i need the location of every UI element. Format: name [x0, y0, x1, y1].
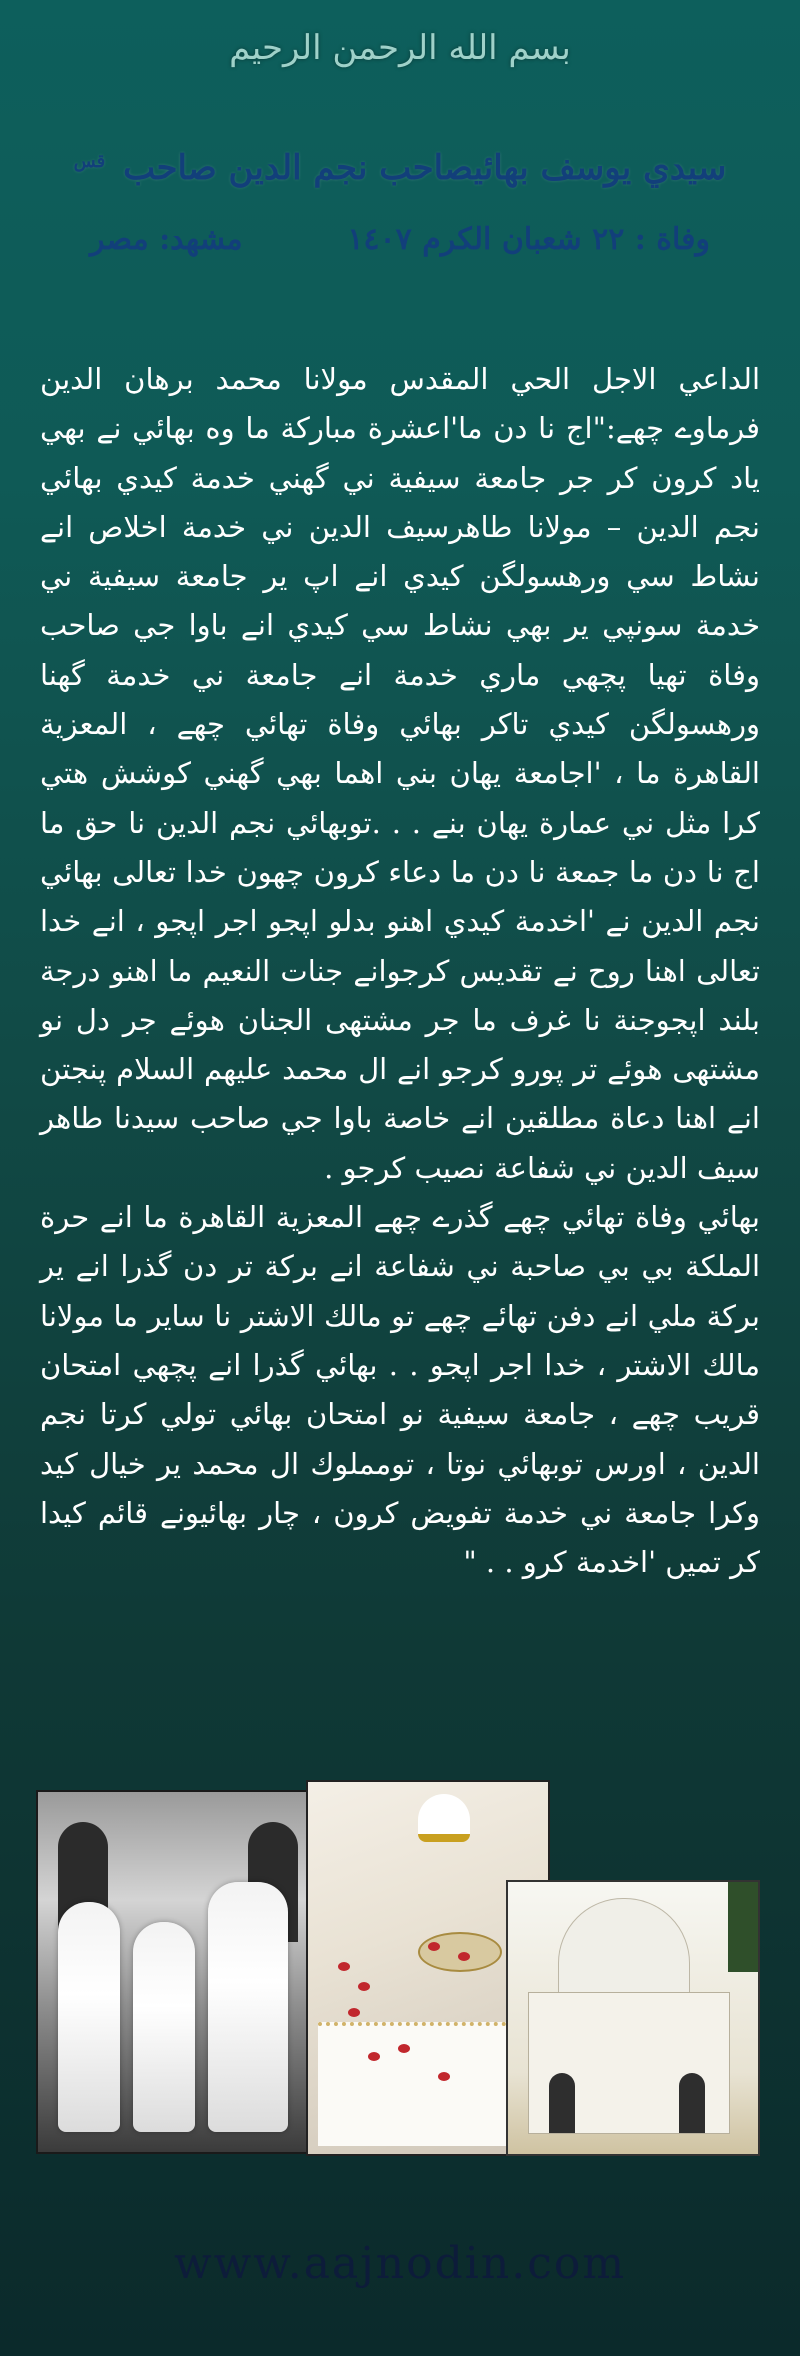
petal-shape	[338, 1962, 350, 1971]
petal-shape	[428, 1942, 440, 1951]
bismillah-calligraphy: بسم الله الرحمن الرحيم	[229, 28, 571, 68]
cloth-shape	[318, 2022, 538, 2146]
petal-shape	[398, 2044, 410, 2053]
dome-shape	[558, 1898, 690, 2000]
building-shape	[528, 1992, 730, 2134]
door-shape	[549, 2073, 575, 2133]
body-paragraph-1: الداعي الاجل الحي المقدس مولانا محمد برهان الدين فرماوے چهے:"اج نا دن ما'اعشرة مباركة ما وه بهائي نے بهي ياد كرون كر جر جامعة سيفية ني گهني خدمة كيدي بهائي نجم الدين – مولانا طاهرسيف الدين ني خدمة اخلاص انے نشاط سي ورهسولگن كيدي انے اپ ير جامعة سيفية ني خدمة سونپي ير بهي نشاط سي كيدي انے باوا جي صاحب وفاة تهيا پچهي ماري خدمة انے جامعة ني خدمة گهنا ورهسولگن كيدي تاكر بهائي وفاة تهائي چهے ، المعزية القاهرة ما ، 'اجامعة يهان بني اهما بهي گهني كوشش هتي كرا مثل ني عمارة يهان بنے . . .توبهائي نجم الدين نا حق ما اج نا دن ما جمعة نا دن ما دعاء كرون چهون خدا تعالى بهائي نجم الدين نے 'اخدمة كيدي اهنو بدلو اپجو اجر اپجو ، انے خدا تعالى اهنا روح نے تقديس كرجوانے جنات النعيم ما اهنو درجة بلند اپجوجنة نا غرف ما جر مشتهى الجنان هوئے جر دل نو مشتهى هوئے تر پورو كرجو انے ال محمد عليهم السلام پنجتن انے اهنا دعاة مطلقين انے خاصة باوا جي صاحب سيدنا طاهر سيف الدين ني شفاعة نصيب كرجو .	[40, 362, 760, 1185]
petal-shape	[438, 2072, 450, 2081]
meta-line	[90, 222, 710, 257]
title-honorific: قس	[73, 150, 106, 172]
page-title	[0, 148, 800, 188]
tree-shape	[728, 1882, 758, 1972]
shrine-location: مشهد: مصر	[90, 222, 243, 257]
petal-shape	[358, 1982, 370, 1991]
door-shape	[679, 2073, 705, 2133]
petal-shape	[348, 2008, 360, 2017]
body-text	[40, 355, 760, 1587]
death-date: وفاة : ٢٢ شعبان الكرم ١٤٠٧	[347, 222, 710, 257]
body-paragraph-2: بهائي وفاة تهائي چهے گذرے چهے المعزية القاهرة ما انے حرة الملكة بي بي صاحبة ني شفاعة انے بركة تر دن گذرا انے ير بركة ملي انے دفن تهائے چهے تو مالك الاشتر نا ساير ما مولانا مالك الاشتر ، خدا اجر اپجو . . بهائي گذرا انے پچهي امتحان قريب چهے ، جامعة سيفية نو امتحان بهائي تولي كرتا نجم الدين ، اورس توبهائي نوتا ، تومملوك ال محمد ير خيال كيد وكرا جامعة ني خدمة تفويض كرون ، چار بهائيونے قائم كيدا كر تميں 'اخدمة كرو . . "	[40, 1200, 760, 1580]
title-text: سيدي يوسف بهائيصاحب نجم الدين صاحب	[123, 148, 727, 188]
website-url: www.aajnodin.com	[173, 2238, 627, 2289]
person-figure	[58, 1902, 120, 2132]
photo-group-portrait	[36, 1790, 330, 2154]
petal-shape	[458, 1952, 470, 1961]
person-figure	[208, 1882, 288, 2132]
person-figure	[133, 1922, 195, 2132]
photo-collage	[36, 1780, 756, 2180]
cap-shape	[418, 1794, 470, 1842]
petal-shape	[368, 2052, 380, 2061]
photo-mausoleum	[506, 1880, 760, 2156]
